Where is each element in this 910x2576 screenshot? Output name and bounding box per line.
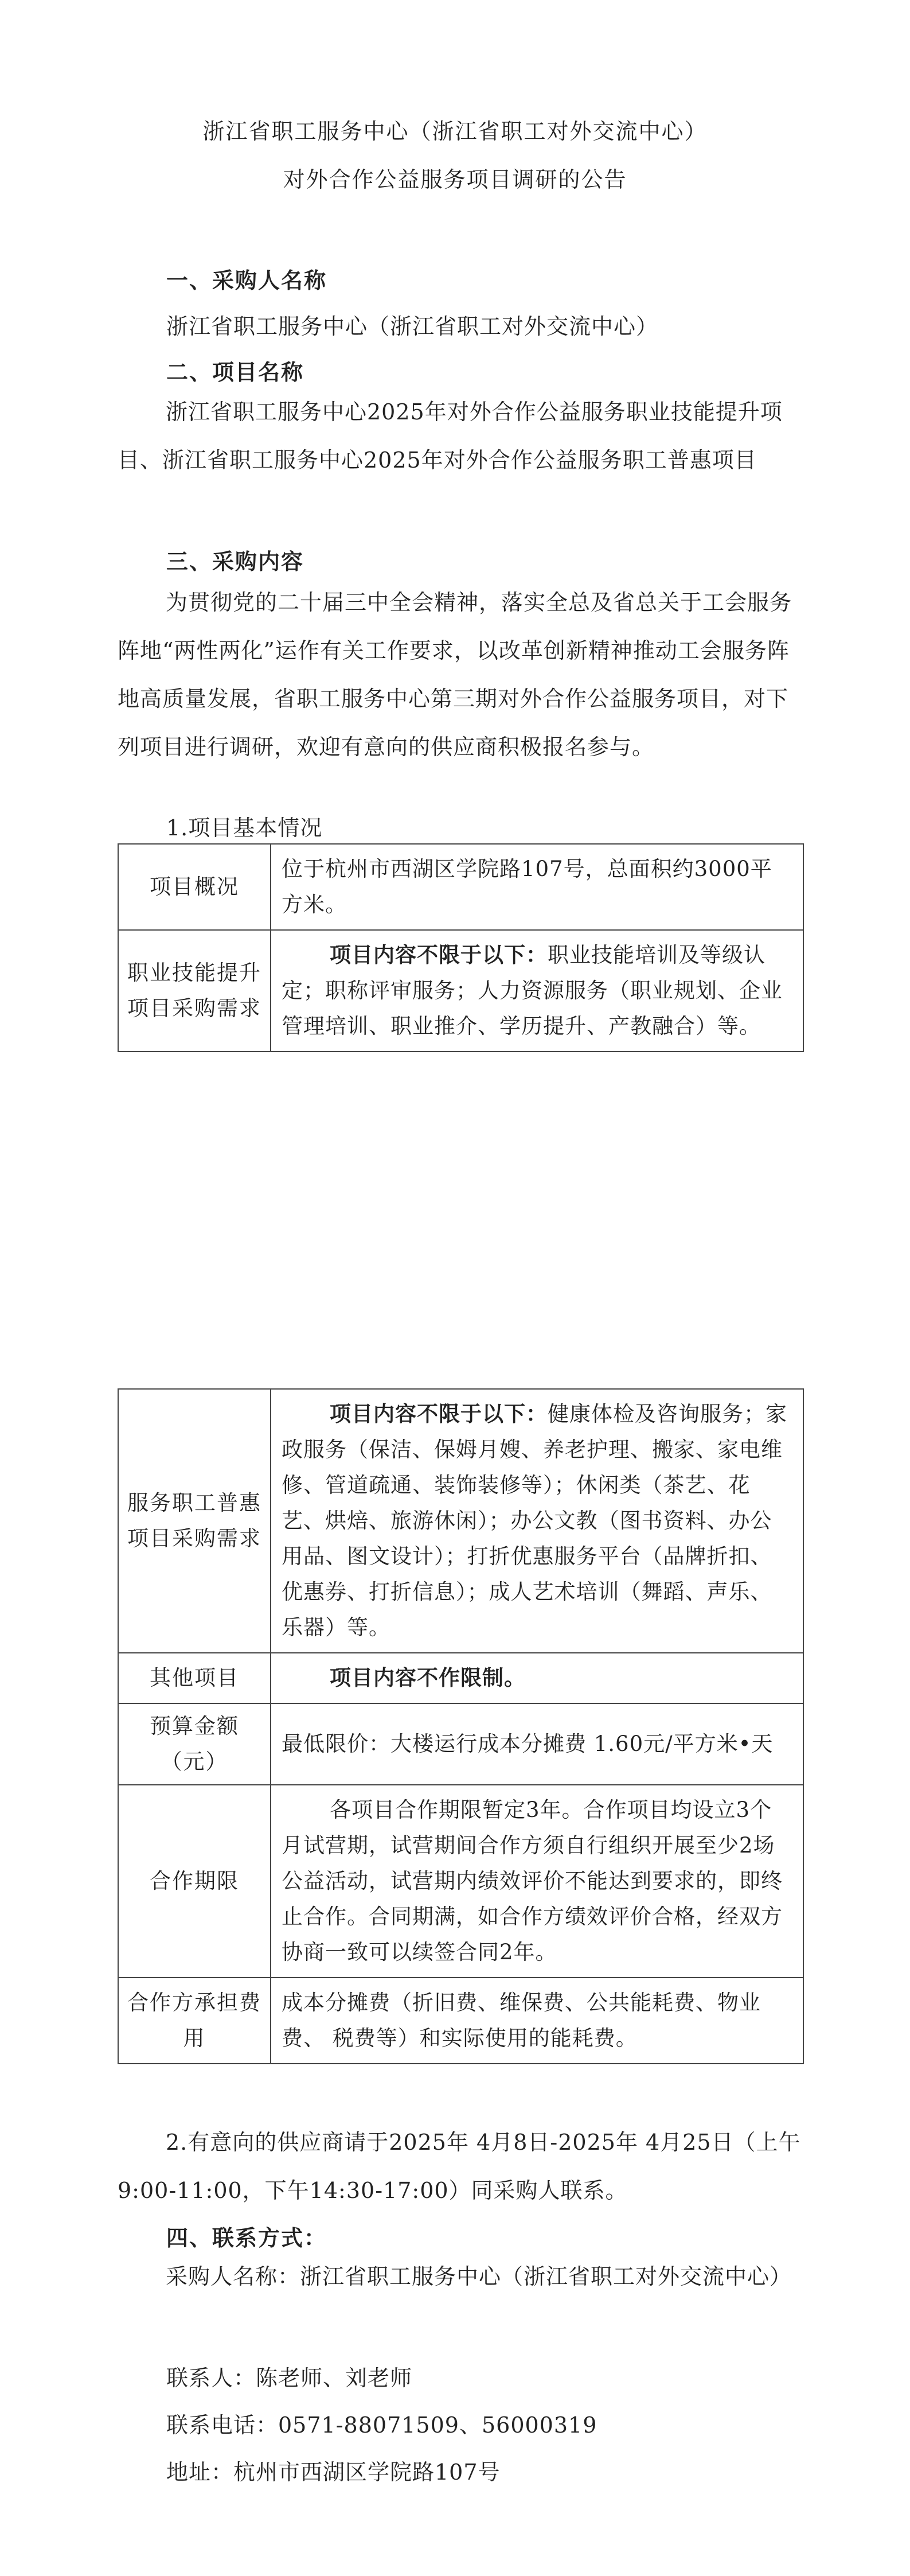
contact-purchaser — [118, 2252, 806, 2301]
section3-sub1: 1.项目基本情况 — [166, 815, 323, 840]
section1-text: 浙江省职工服务中心（浙江省职工对外交流中心） — [166, 314, 659, 339]
section2-text-content: 浙江省职工服务中心2025年对外合作公益服务职业技能提升项目、浙江省职工服务中心2025年对外合作公益服务职工普惠项目 — [118, 399, 783, 473]
table-label: 项目概况 — [118, 844, 271, 930]
table-value — [271, 1978, 803, 2064]
table-value-text: 健康体检及咨询服务；家政服务（保洁、保姆月嫂、养老护理、搬家、家电维修、管道疏通、装饰装修等）；休闲类（茶艺、花艺、烘焙、旅游休闲）；办公文教（图书资料、办公用品、图文设计）；打折优惠服务平台（品牌折扣、优惠券、打折信息）；成人艺术培训（舞蹈、声乐、乐器）等。 — [282, 1402, 787, 1640]
section3-sub2 — [118, 2118, 806, 2215]
table-value — [271, 930, 803, 1052]
section3-sub2-content: 2.有意向的供应商请于2025年 4月8日-2025年 4月25日（上午9:00-11:00，下午14:30-17:00）同采购人联系。 — [118, 2130, 801, 2203]
table-row — [118, 930, 803, 1052]
table-value — [271, 1389, 803, 1653]
section3-intro — [118, 578, 806, 771]
section3-intro-content: 为贯彻党的二十届三中全会精神，落实全总及省总关于工会服务阵地“两性两化”运作有关工作要求，以改革创新精神推动工会服务阵地高质量发展，省职工服务中心第三期对外合作公益服务项目，对下列项目进行调研，欢迎有意向的供应商积极报名参与。 — [118, 590, 792, 760]
table-value-bold: 项目内容不作限制。 — [330, 1666, 526, 1690]
section3-heading: 三、采购内容 — [166, 549, 304, 574]
contact-purchaser-content: 采购人名称：浙江省职工服务中心（浙江省职工对外交流中心） — [166, 2264, 792, 2289]
section2-heading: 二、项目名称 — [166, 360, 304, 385]
table-value-bold: 项目内容不限于以下： — [330, 943, 548, 967]
table-value — [271, 1653, 803, 1703]
section2-text — [118, 388, 806, 484]
table-label: 其他项目 — [118, 1653, 271, 1703]
table-row — [118, 1785, 803, 1978]
contact-phone: 联系电话：0571-88071509、56000319 — [166, 2412, 597, 2438]
table-value — [271, 1703, 803, 1785]
table-label: 预算金额（元） — [118, 1703, 271, 1785]
contact-address: 地址：杭州市西湖区学院路107号 — [166, 2460, 501, 2485]
table-value-text: 各项目合作期限暂定3年。合作项目均设立3个月试营期，试营期间合作方须自行组织开展至少2场公益活动，试营期内绩效评价不能达到要求的，即终止合作。合同期满，如合作方绩效评价合格，经双方协商一致可以续签合同2年。 — [282, 1797, 783, 1964]
table-row — [118, 1389, 803, 1653]
table-row — [118, 1653, 803, 1703]
table-row — [118, 844, 803, 930]
table-label: 服务职工普惠项目采购需求 — [118, 1389, 271, 1653]
table-label: 合作期限 — [118, 1785, 271, 1978]
table-row — [118, 1978, 803, 2064]
table-label: 职业技能提升项目采购需求 — [118, 930, 271, 1052]
title-line-2: 对外合作公益服务项目调研的公告 — [283, 167, 627, 192]
table-value-text: 职业技能培训及等级认定；职称评审服务；人力资源服务（职业规划、企业管理培训、职业推介、学历提升、产教融合）等。 — [282, 943, 783, 1038]
section1-heading: 一、采购人名称 — [166, 268, 327, 293]
table-value-text: 位于杭州市西湖区学院路107号，总面积约3000平方米。 — [282, 857, 772, 917]
table-value-text: 最低限价：大楼运行成本分摊费 1.60元/平方米•天 — [282, 1731, 774, 1756]
contact-person: 联系人：陈老师、刘老师 — [166, 2365, 413, 2391]
table-row — [118, 1703, 803, 1785]
table-label: 合作方承担费用 — [118, 1978, 271, 2064]
table-value-text: 成本分摊费（折旧费、维保费、公共能耗费、物业费、 税费等）和实际使用的能耗费。 — [282, 1990, 761, 2050]
table-value-bold: 项目内容不限于以下： — [330, 1402, 548, 1426]
section4-heading: 四、联系方式： — [166, 2225, 327, 2251]
project-info-table-part2 — [118, 1388, 804, 2064]
title-line-1: 浙江省职工服务中心（浙江省职工对外交流中心） — [202, 119, 708, 144]
project-info-table-part1 — [118, 843, 804, 1052]
table-value — [271, 1785, 803, 1978]
table-value — [271, 844, 803, 930]
